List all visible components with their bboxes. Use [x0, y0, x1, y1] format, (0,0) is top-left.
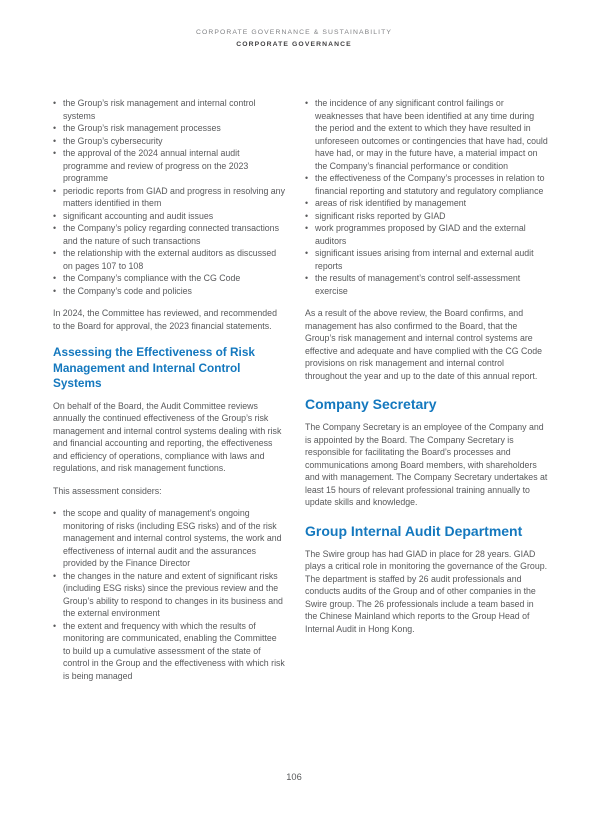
review-items-list-continued — [305, 97, 548, 297]
list-item — [305, 172, 548, 197]
bullet-icon: • — [53, 135, 57, 146]
list-item — [305, 272, 548, 297]
list-item-text: significant accounting and audit issues — [63, 210, 214, 221]
list-item — [53, 507, 285, 570]
list-item-text: work programmes proposed by GIAD and the external auditors — [315, 223, 526, 246]
paragraph-company-secretary: The Company Secretary is an employee of the Company and is appointed by the Board. The Company Secretary is responsible for facilitating the Board’s processes and communications among Board members, with shareholders and with management. The Company Secretary undertakes at least 15 hours of relevant professional training annually to update skills and knowledge. — [305, 422, 548, 507]
list-item — [53, 285, 285, 298]
list-item — [305, 210, 548, 223]
list-item — [305, 222, 548, 247]
list-item-text: areas of risk identified by management — [315, 198, 467, 208]
bullet-icon: • — [305, 173, 309, 183]
heading-assessing-effectiveness: Assessing the Effectiveness of Risk Management and Internal Control Systems — [53, 345, 255, 390]
list-item — [53, 97, 285, 122]
review-items-list — [53, 97, 285, 297]
bullet-icon: • — [305, 273, 309, 283]
assessment-items-list — [53, 507, 285, 682]
list-item-text: the Group’s cybersecurity — [63, 135, 163, 146]
list-item — [53, 122, 285, 135]
list-item — [53, 210, 285, 223]
list-item — [53, 185, 285, 210]
bullet-icon: • — [305, 248, 309, 258]
list-item-text: the changes in the nature and extent of significant risks (including ESG risks) since the previous review and the Group’s ability to respond to changes in its business and the external environment — [63, 570, 283, 618]
running-header-chapter: CORPORATE GOVERNANCE — [236, 41, 352, 48]
left-column — [53, 97, 285, 692]
list-item — [305, 197, 548, 210]
bullet-icon: • — [53, 223, 57, 233]
heading-company-secretary: Company Secretary — [305, 396, 437, 412]
bullet-icon: • — [305, 223, 309, 233]
list-item-text: significant issues arising from internal and external audit reports — [315, 248, 534, 271]
bullet-icon: • — [53, 185, 57, 196]
list-item-text: the approval of the 2024 annual internal audit programme and review of progress on the 2023 programme — [63, 148, 249, 183]
bullet-icon: • — [53, 285, 57, 296]
bullet-icon: • — [305, 98, 309, 108]
list-item-text: periodic reports from GIAD and progress in resolving any matters identified in them — [63, 185, 285, 208]
bullet-icon: • — [53, 570, 57, 581]
list-item — [53, 147, 285, 185]
running-header — [0, 29, 588, 48]
list-item-text: the Group’s risk management processes — [63, 123, 221, 133]
list-item — [53, 570, 285, 620]
list-item-text: the Company’s compliance with the CG Code — [63, 273, 241, 283]
paragraph-committee-review: In 2024, the Committee has reviewed, and recommended to the Board for approval, the 2023 financial statements. — [53, 308, 277, 331]
bullet-icon: • — [53, 123, 57, 133]
list-item-text: the scope and quality of management’s ongoing monitoring of risks (including ESG risks) and of the risk management and internal control systems, the work and effectiveness of internal audit and the assurances provided by the Finance Director — [63, 508, 282, 568]
paragraph-giad: The Swire group has had GIAD in place for 28 years. GIAD plays a critical role in monitoring the governance of the Group. The department is staffed by 26 audit professionals and conducts audits of the Group and of other companies in the Swire group. The 26 professionals include a team based in the Chinese Mainland which reports to the Group Head of Internal Audit in Hong Kong. — [305, 548, 548, 634]
heading-group-internal-audit: Group Internal Audit Department — [305, 522, 523, 539]
bullet-icon: • — [53, 273, 57, 283]
list-item-text: the Company’s code and policies — [63, 285, 192, 296]
right-column — [305, 97, 548, 635]
list-item-text: the extent and frequency with which the results of monitoring are communicated, enabling the Committee to build up a cumulative assessment of the state of control in the Group and the effectiveness with which risk is being managed — [63, 620, 285, 681]
list-item — [305, 247, 548, 272]
bullet-icon: • — [53, 248, 57, 258]
bullet-icon: • — [53, 148, 57, 158]
bullet-icon: • — [305, 198, 309, 208]
bullet-icon: • — [305, 210, 309, 221]
list-item — [53, 272, 285, 285]
list-item — [53, 222, 285, 247]
bullet-icon: • — [53, 508, 57, 518]
page-number: 106 — [286, 772, 302, 782]
paragraph-board-review: On behalf of the Board, the Audit Committee reviews annually the continued effectiveness of the Group’s risk management and internal control systems dealing with risk and financial accounting and reporting, the effectiveness and efficiency of operations, compliance with laws and regulations, and risk management functions. — [53, 400, 282, 473]
list-item — [53, 247, 285, 272]
list-item — [53, 135, 285, 148]
list-item — [305, 97, 548, 172]
running-header-section: CORPORATE GOVERNANCE & SUSTAINABILITY — [195, 29, 393, 36]
bullet-icon: • — [53, 210, 57, 221]
list-item-text: the relationship with the external auditors as discussed on pages 107 to 108 — [63, 248, 277, 271]
list-item-text: the effectiveness of the Company’s processes in relation to financial reporting and statutory and regulatory compliance — [315, 173, 545, 196]
list-item — [53, 620, 285, 683]
list-item-text: the Company’s policy regarding connected transactions and the nature of such transactions — [63, 223, 279, 246]
paragraph-board-confirms: As a result of the above review, the Board confirms, and management has also confirmed to the Board, that the Group’s risk management and internal control systems are effective and adequate and have complied with the CG Code provisions on risk management and internal control throughout the year and up to the date of this annual report. — [305, 308, 543, 381]
list-item-text: the results of management’s control self-assessment exercise — [315, 273, 521, 296]
list-item-text: the incidence of any significant control failings or weaknesses that have been identified at any time during the period and the extent to which they have resulted in unforeseen outcomes or contingencies that have had, could have had, or may in the future have, a material impact on the Company’s financial performance or condition — [315, 98, 548, 171]
list-item-text: the Group’s risk management and internal control systems — [63, 98, 256, 121]
bullet-icon: • — [53, 620, 57, 631]
paragraph-assessment-considers: This assessment considers: — [53, 485, 162, 496]
list-item-text: significant risks reported by GIAD — [315, 210, 446, 221]
bullet-icon: • — [53, 98, 57, 108]
